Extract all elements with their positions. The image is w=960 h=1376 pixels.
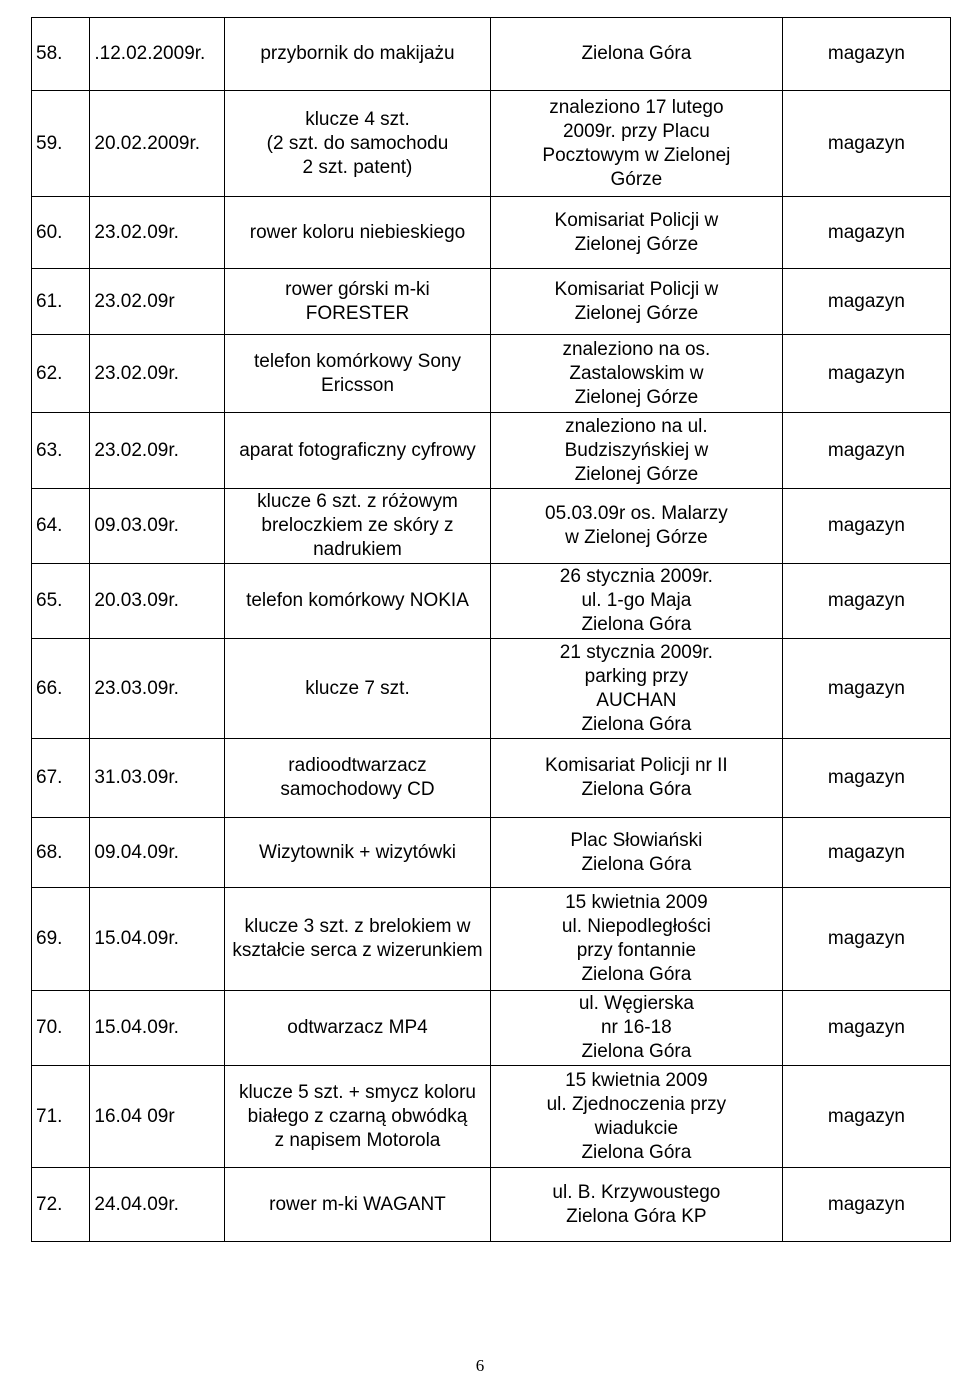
document-page <box>31 17 951 1242</box>
table-row <box>32 1168 951 1242</box>
table-row <box>32 564 951 639</box>
item-description: klucze 6 szt. z różowym breloczkiem ze skóry z nadrukiem <box>225 489 491 564</box>
found-location: znaleziono 17 lutego 2009r. przy Placu Pocztowym w Zielonej Górze <box>490 91 782 197</box>
item-number: 59. <box>32 91 90 197</box>
found-date: 09.03.09r. <box>90 489 225 564</box>
item-description: odtwarzacz MP4 <box>225 991 491 1066</box>
page-number: 6 <box>475 1356 485 1375</box>
found-location: Komisariat Policji w Zielonej Górze <box>490 269 782 335</box>
table-row <box>32 269 951 335</box>
item-description: rower koloru niebieskiego <box>225 197 491 269</box>
found-location: 26 stycznia 2009r. ul. 1-go Maja Zielona Góra <box>490 564 782 639</box>
item-status: magazyn <box>782 991 950 1066</box>
found-date: 09.04.09r. <box>90 818 225 888</box>
item-status: magazyn <box>782 739 950 818</box>
item-description: klucze 4 szt. (2 szt. do samochodu 2 szt. patent) <box>225 91 491 197</box>
found-location: ul. B. Krzywoustego Zielona Góra KP <box>490 1168 782 1242</box>
table-row <box>32 1066 951 1168</box>
table-row <box>32 991 951 1066</box>
found-location: Plac Słowiański Zielona Góra <box>490 818 782 888</box>
found-location: Zielona Góra <box>490 18 782 91</box>
table-row <box>32 91 951 197</box>
found-location: 21 stycznia 2009r. parking przy AUCHAN Zielona Góra <box>490 639 782 739</box>
item-status: magazyn <box>782 269 950 335</box>
item-number: 63. <box>32 413 90 489</box>
table-row <box>32 197 951 269</box>
table-row <box>32 413 951 489</box>
item-status: magazyn <box>782 1066 950 1168</box>
found-location: znaleziono na os. Zastalowskim w Zielonej Górze <box>490 335 782 413</box>
item-number: 64. <box>32 489 90 564</box>
found-date: 20.02.2009r. <box>90 91 225 197</box>
item-status: magazyn <box>782 335 950 413</box>
table-row <box>32 739 951 818</box>
item-status: magazyn <box>782 91 950 197</box>
found-location: Komisariat Policji w Zielonej Górze <box>490 197 782 269</box>
item-description: radioodtwarzacz samochodowy CD <box>225 739 491 818</box>
table-row <box>32 639 951 739</box>
item-description: klucze 7 szt. <box>225 639 491 739</box>
found-date: 15.04.09r. <box>90 888 225 991</box>
item-number: 72. <box>32 1168 90 1242</box>
found-date: 20.03.09r. <box>90 564 225 639</box>
item-number: 58. <box>32 18 90 91</box>
found-date: 16.04 09r <box>90 1066 225 1168</box>
item-status: magazyn <box>782 413 950 489</box>
found-date: 23.02.09r. <box>90 335 225 413</box>
found-location: 05.03.09r os. Malarzy w Zielonej Górze <box>490 489 782 564</box>
found-date: 23.03.09r. <box>90 639 225 739</box>
found-location: ul. Węgierska nr 16-18 Zielona Góra <box>490 991 782 1066</box>
found-items-table <box>31 17 951 1242</box>
item-description: Wizytownik + wizytówki <box>225 818 491 888</box>
item-number: 61. <box>32 269 90 335</box>
item-number: 69. <box>32 888 90 991</box>
found-date: 24.04.09r. <box>90 1168 225 1242</box>
item-description: rower górski m-ki FORESTER <box>225 269 491 335</box>
item-number: 62. <box>32 335 90 413</box>
item-number: 65. <box>32 564 90 639</box>
table-row <box>32 888 951 991</box>
item-status: magazyn <box>782 888 950 991</box>
item-description: telefon komórkowy Sony Ericsson <box>225 335 491 413</box>
found-location: 15 kwietnia 2009 ul. Zjednoczenia przy wiadukcie Zielona Góra <box>490 1066 782 1168</box>
table-row <box>32 818 951 888</box>
item-number: 71. <box>32 1066 90 1168</box>
item-description: przybornik do makijażu <box>225 18 491 91</box>
item-number: 68. <box>32 818 90 888</box>
item-status: magazyn <box>782 18 950 91</box>
table-row <box>32 18 951 91</box>
table-row <box>32 489 951 564</box>
item-number: 66. <box>32 639 90 739</box>
found-location: znaleziono na ul. Budziszyńskiej w Zielonej Górze <box>490 413 782 489</box>
item-description: aparat fotograficzny cyfrowy <box>225 413 491 489</box>
item-description: klucze 3 szt. z brelokiem w kształcie serca z wizerunkiem <box>225 888 491 991</box>
item-status: magazyn <box>782 639 950 739</box>
found-date: .12.02.2009r. <box>90 18 225 91</box>
found-location: Komisariat Policji nr II Zielona Góra <box>490 739 782 818</box>
item-number: 70. <box>32 991 90 1066</box>
item-status: magazyn <box>782 564 950 639</box>
table-row <box>32 335 951 413</box>
found-location: 15 kwietnia 2009 ul. Niepodległości przy fontannie Zielona Góra <box>490 888 782 991</box>
found-date: 23.02.09r. <box>90 197 225 269</box>
found-date: 23.02.09r <box>90 269 225 335</box>
found-date: 31.03.09r. <box>90 739 225 818</box>
item-description: rower m-ki WAGANT <box>225 1168 491 1242</box>
item-status: magazyn <box>782 197 950 269</box>
item-number: 67. <box>32 739 90 818</box>
item-status: magazyn <box>782 489 950 564</box>
item-description: klucze 5 szt. + smycz koloru białego z czarną obwódką z napisem Motorola <box>225 1066 491 1168</box>
found-date: 23.02.09r. <box>90 413 225 489</box>
item-number: 60. <box>32 197 90 269</box>
item-status: magazyn <box>782 818 950 888</box>
item-description: telefon komórkowy NOKIA <box>225 564 491 639</box>
item-status: magazyn <box>782 1168 950 1242</box>
found-date: 15.04.09r. <box>90 991 225 1066</box>
